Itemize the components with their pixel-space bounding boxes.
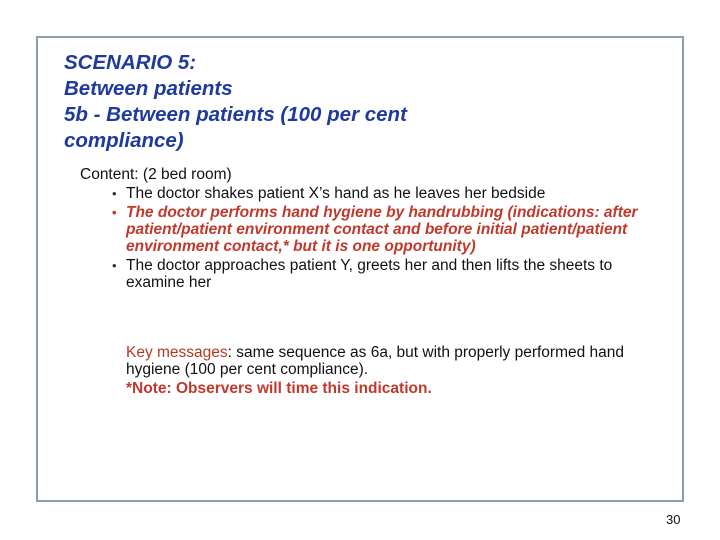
- bullet-text: The doctor approaches patient Y, greets her and then lifts the sheets to examine her: [126, 257, 613, 291]
- bullet-icon: •: [112, 205, 117, 220]
- content-heading: [80, 166, 640, 183]
- key-messages-section: [126, 344, 626, 397]
- key-messages-label: Key messages: [126, 344, 228, 361]
- bullet-icon: •: [112, 258, 117, 273]
- title-line: SCENARIO 5:: [64, 51, 197, 74]
- bullet-text: The doctor shakes patient X’s hand as he leaves her bedside: [126, 185, 546, 202]
- page-number: 30: [666, 512, 681, 527]
- title-line: 5b - Between patients (100 per cent: [64, 103, 407, 126]
- title-line: compliance): [64, 129, 184, 152]
- bullet-item: [80, 257, 640, 291]
- content-section: [80, 166, 640, 293]
- observer-note: *Note: Observers will time this indication.: [126, 380, 432, 397]
- bullet-icon: •: [112, 186, 117, 201]
- title-line: Between patients: [64, 77, 233, 100]
- slide-title: [64, 50, 504, 154]
- bullet-text: The doctor performs hand hygiene by handrubbing (indications: after patient/patient environment contact and before initial patient/patient environment contact,* but it is one opportunity): [126, 204, 638, 255]
- content-detail: : (2 bed room): [134, 166, 232, 183]
- bullet-item-highlight: [80, 204, 640, 255]
- bullet-item: [80, 185, 640, 202]
- content-label: Content: [80, 166, 135, 183]
- key-messages-text: : same sequence as 6a, but with properly performed hand hygiene (100 per cent compliance).: [126, 344, 625, 378]
- scenario-bullet-list: [80, 185, 640, 291]
